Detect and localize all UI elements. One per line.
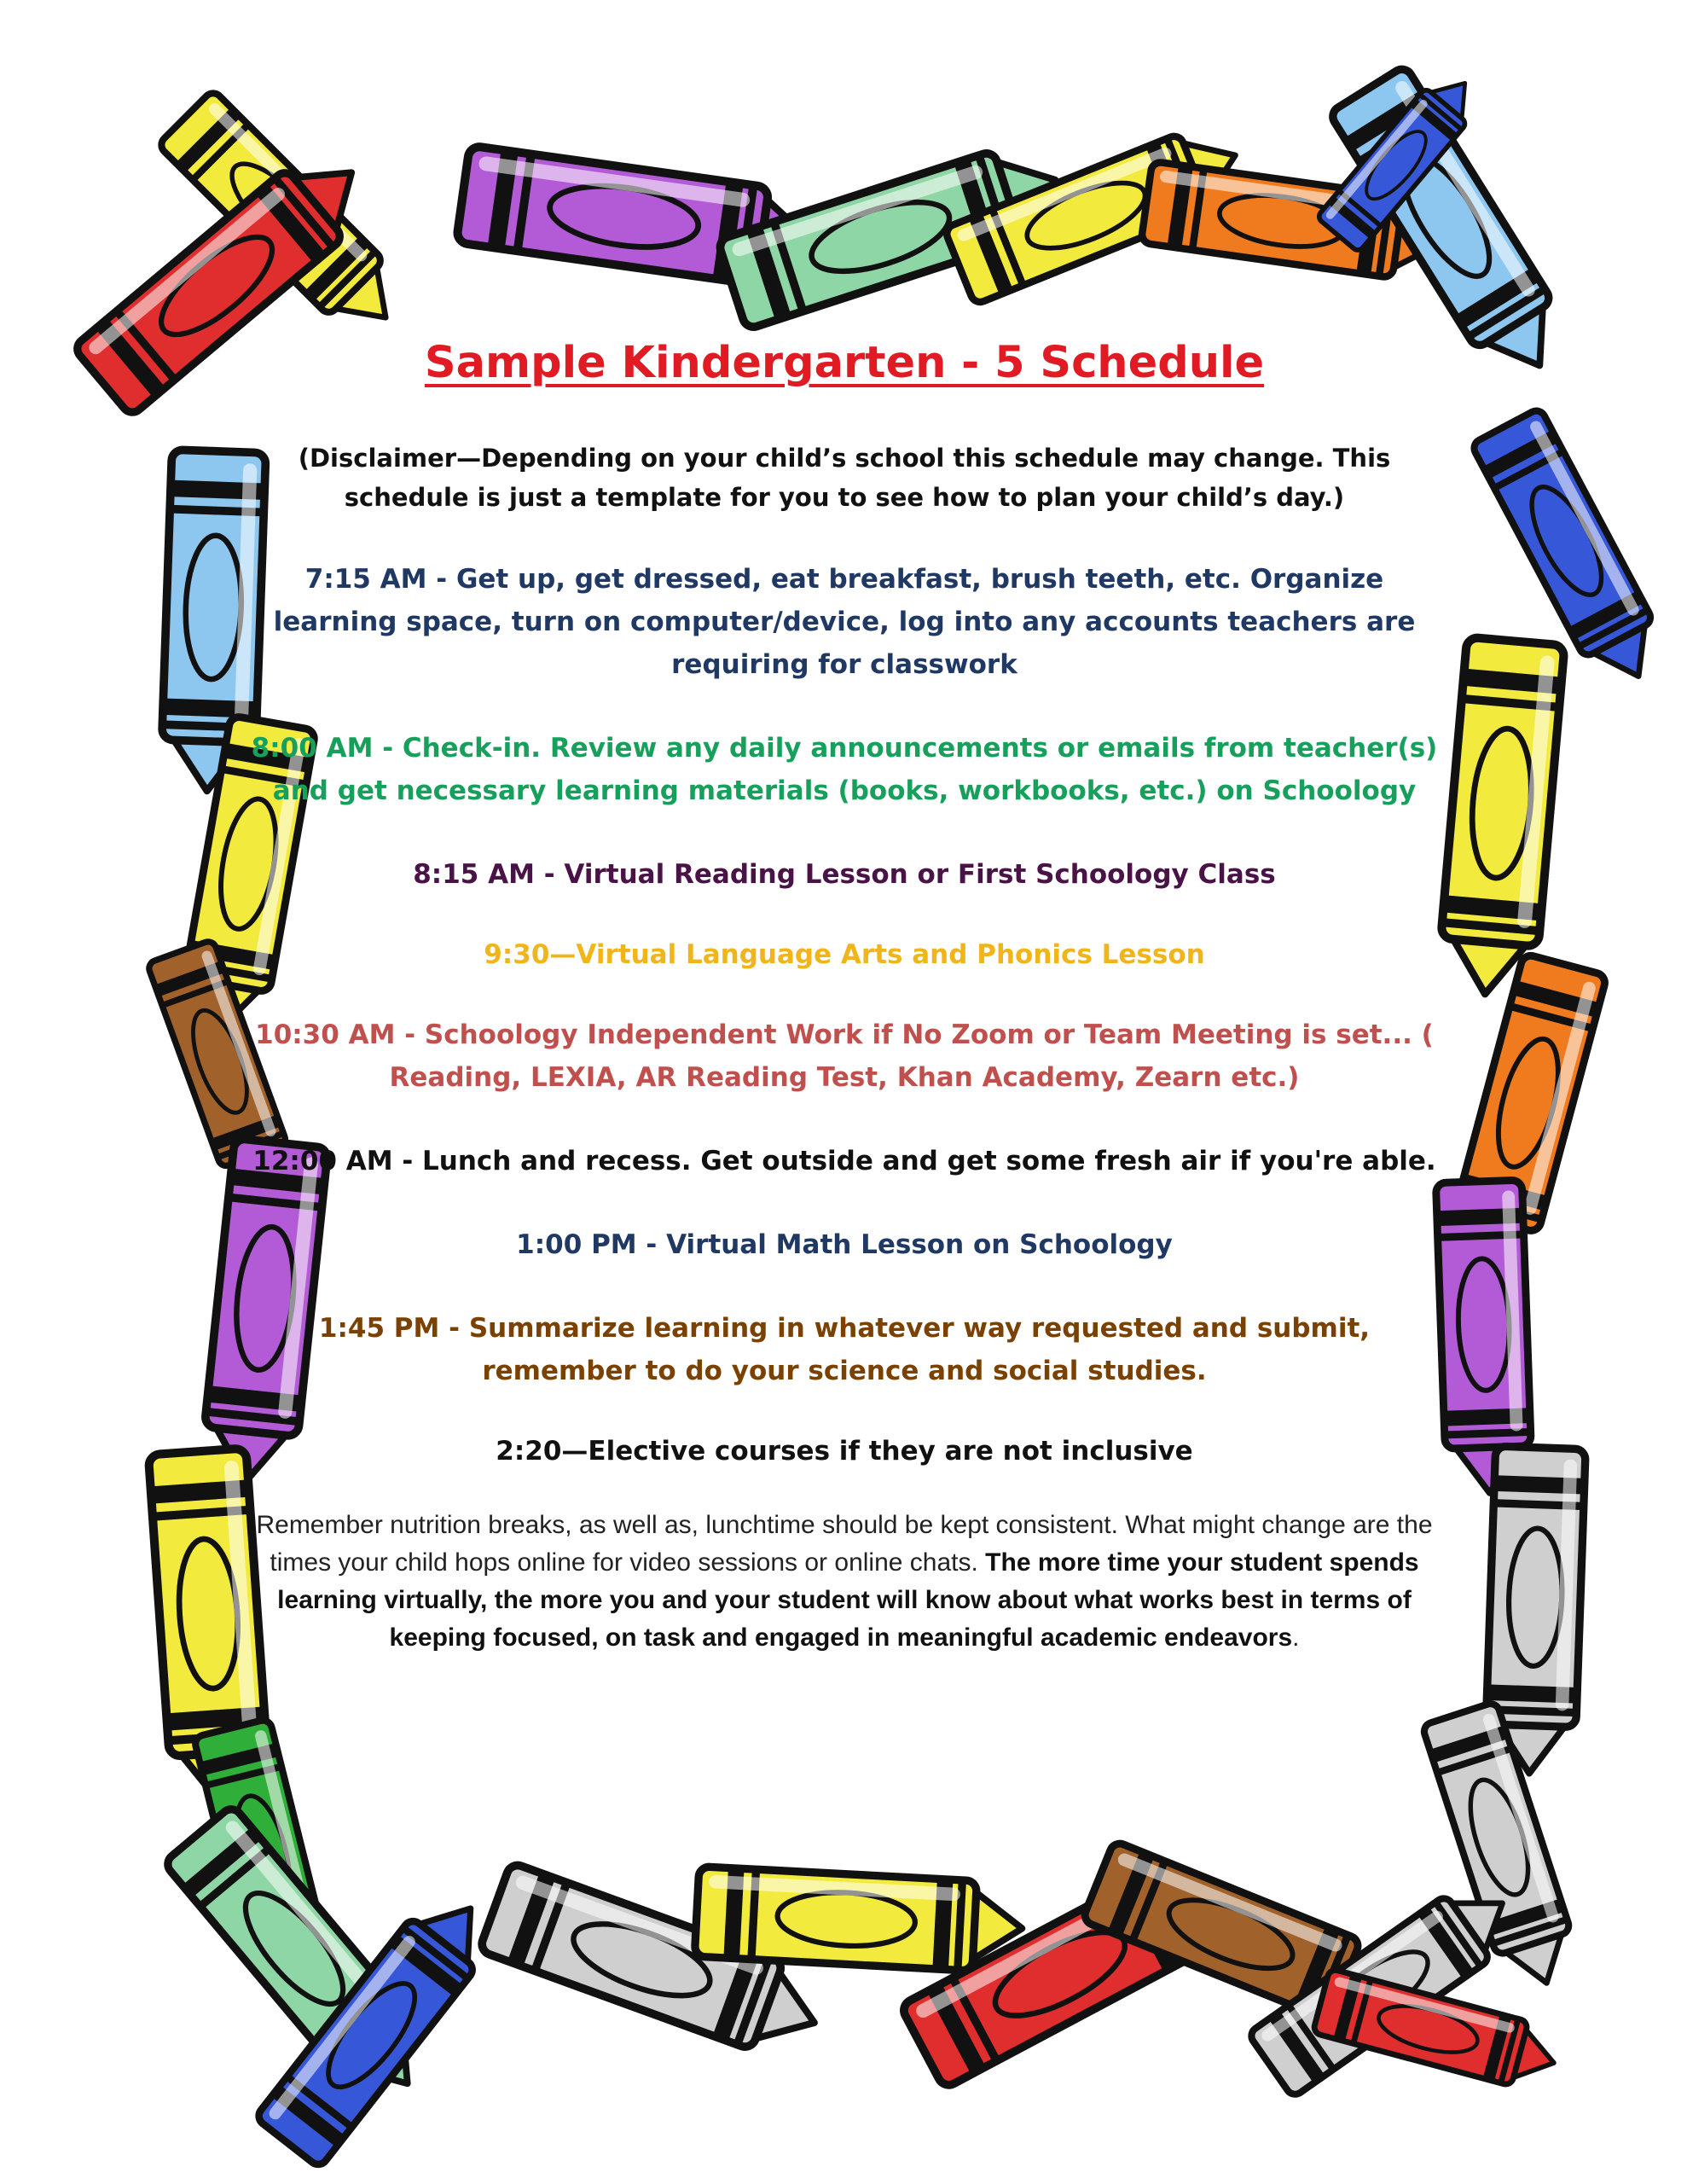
crayon	[1436, 637, 1564, 999]
page-title: Sample Kindergarten - 5 Schedule	[424, 338, 1265, 388]
schedule-entry-0145: 1:45 PM - Summarize learning in whatever way requested and submit, remember to do your science and social studies.	[318, 1313, 1371, 1387]
closing-note	[247, 1507, 1441, 1657]
schedule-entry-0800: 8:00 AM - Check-in. Review any daily announcements or emails from teacher(s) and get necessary learning materials (books, workbooks, etc.) on Schoology	[251, 733, 1438, 807]
schedule-content	[247, 337, 1441, 1657]
disclaimer: (Disclaimer—Depending on your child’s school this schedule may change. This schedule is just a template for you to see how to plan your child’s day.)	[298, 444, 1391, 513]
schedule-entry-0100: 1:00 PM - Virtual Math Lesson on Schoology	[516, 1229, 1173, 1261]
crayon	[694, 1867, 1024, 1973]
closing-note-emphasis: The more time your student spends learning virtually, the more you and your student will know about what works best in terms of keeping focused, on task and engaged in meaningful academic endeavors	[277, 1548, 1419, 1653]
closing-note-text: Remember nutrition breaks, as well as, lunchtime should be kept consistent. What might change are the times your child hops online for video sessions or online chats.	[256, 1511, 1433, 1577]
schedule-entry-0815: 8:15 AM - Virtual Reading Lesson or First Schoology Class	[413, 859, 1276, 891]
schedule-entry-0715: 7:15 AM - Get up, get dressed, eat breakfast, brush teeth, etc. Organize learning space, turn on computer/device, log into any accounts teachers are requiring for classwork	[273, 564, 1416, 681]
schedule-entry-0220: 2:20—Elective courses if they are not inclusive	[496, 1436, 1193, 1467]
schedule-entry-0930: 9:30—Virtual Language Arts and Phonics Lesson	[484, 939, 1205, 971]
schedule-entry-1200: 12:00 AM - Lunch and recess. Get outside and get some fresh air if you're able.	[252, 1146, 1436, 1177]
closing-note-end: .	[1292, 1623, 1300, 1653]
schedule-entry-1030: 10:30 AM - Schoology Independent Work if No Zoom or Team Meeting is set... ( Reading, LEXIA, AR Reading Test, Khan Academy, Zearn etc.)	[255, 1019, 1434, 1094]
